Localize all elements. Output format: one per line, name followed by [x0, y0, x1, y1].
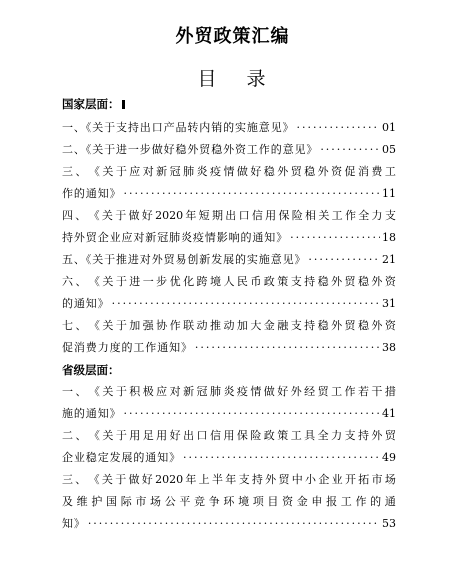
toc-heading-char: 录 — [246, 68, 268, 90]
toc-entry-glyph: 新 — [183, 385, 195, 398]
toc-entry-glyph: 报 — [326, 495, 338, 508]
toc-entry-line — [62, 227, 396, 249]
toc-entry-glyph: 外 — [317, 165, 329, 178]
toc-entry-glyph: 步 — [156, 275, 168, 288]
toc-entry-glyph: 支 — [290, 319, 302, 332]
toc-entry-glyph: 稳 — [317, 275, 329, 288]
toc-entry-glyph: 应 — [129, 165, 141, 178]
toc-entry-line — [62, 403, 396, 425]
toc-entry-glyph: 力 — [371, 209, 383, 222]
toc-entry-glyph: 作 — [344, 209, 356, 222]
toc-entry-text: 五、《关于推进对外贸易创新发展的实施意见》 — [62, 253, 307, 266]
toc-entry-glyph: 关 — [102, 385, 114, 398]
toc-entry-glyph: 具 — [304, 429, 316, 442]
toc-entry-glyph: 消 — [357, 165, 369, 178]
toc-heading-char: 目 — [197, 68, 219, 90]
toc-entry-glyph: 好 — [250, 165, 262, 178]
toc-entry-glyph: 开 — [344, 473, 356, 486]
toc-entry-glyph: 用 — [129, 429, 141, 442]
toc-entry-glyph: 稳 — [304, 165, 316, 178]
toc-entry-glyph: 、 — [75, 385, 87, 398]
toc-entry-glyph: 争 — [208, 495, 220, 508]
toc-entry-line — [62, 205, 396, 227]
toc-entry-glyph: 协 — [156, 319, 168, 332]
toc-entry-glyph: 冠 — [196, 385, 208, 398]
toc-entry-text: 作的通知》 — [62, 187, 122, 200]
toc-entry-glyph: 险 — [291, 209, 303, 222]
toc-entry-glyph: 于 — [115, 319, 127, 332]
toc-entry-glyph: 对 — [142, 165, 154, 178]
toc-entry-glyph: 若 — [357, 385, 369, 398]
toc-entry-glyph: 政 — [263, 275, 275, 288]
toc-entry-glyph: 短 — [198, 209, 210, 222]
toc-entry-glyph: 做 — [263, 385, 275, 398]
toc-entry-glyph: 出 — [183, 429, 195, 442]
toc-entry[interactable] — [62, 469, 396, 535]
toc-entry-glyph: 口 — [238, 209, 250, 222]
toc-entry-glyph: 企 — [318, 473, 330, 486]
toc-entry-glyph: 关 — [101, 209, 113, 222]
toc-entry-glyph: 公 — [164, 495, 176, 508]
toc-entry-text: 持外贸企业应对新冠肺炎疫情影响的通知》 — [62, 231, 289, 244]
toc-entry-glyph: 资 — [331, 165, 343, 178]
toc-entry-glyph: 作 — [355, 495, 367, 508]
toc-entry-glyph: 疫 — [209, 165, 221, 178]
toc-entry-glyph: 强 — [142, 319, 154, 332]
toc-entry-glyph: 业 — [331, 473, 343, 486]
dot-leader — [195, 337, 380, 359]
toc-entry-glyph: 相 — [305, 209, 317, 222]
toc-entry-glyph: 肺 — [209, 385, 221, 398]
dot-leader — [183, 447, 380, 469]
toc-entry-glyph: 市 — [135, 495, 147, 508]
toc-entry-glyph: 费 — [371, 165, 383, 178]
toc-entry-glyph: 维 — [76, 495, 88, 508]
toc-entry-glyph: 《 — [88, 209, 100, 222]
toc-entry-glyph: 护 — [91, 495, 103, 508]
toc-entry-glyph: 一 — [62, 385, 73, 398]
toc-entry-glyph: 金 — [296, 495, 308, 508]
toc-entry-text: 一、《关于支持出口产品转内销的实施意见》 — [62, 121, 295, 134]
toc-entry-glyph: 策 — [277, 275, 289, 288]
toc-entry-glyph: 关 — [102, 165, 114, 178]
toc-entry-line — [62, 491, 396, 513]
toc-entry-glyph: 《 — [88, 165, 100, 178]
toc-entry-glyph: 人 — [223, 275, 235, 288]
toc-entry-glyph: 国 — [106, 495, 118, 508]
toc-entry[interactable] — [62, 425, 396, 469]
toc-entry-glyph: 肺 — [183, 165, 195, 178]
toc-entry-glyph: 外 — [331, 319, 343, 332]
toc-entry-glyph: 好 — [141, 209, 153, 222]
dot-leader — [320, 139, 380, 161]
toc-entry-glyph: 关 — [102, 429, 114, 442]
toc-entry-glyph: 加 — [236, 319, 248, 332]
toc-entry-glyph: 民 — [236, 275, 248, 288]
toc-entry-glyph: 通 — [384, 495, 396, 508]
toc-entry-glyph: 加 — [129, 319, 141, 332]
toc-entry-glyph: 贸 — [344, 275, 356, 288]
toc-entry-glyph: 外 — [371, 275, 383, 288]
toc-entry-glyph: 优 — [169, 275, 181, 288]
toc-entry-glyph: 持 — [357, 429, 369, 442]
toc-entry-glyph: 信 — [209, 429, 221, 442]
toc-entry[interactable] — [62, 249, 396, 271]
toc-entry-glyph: 作 — [169, 319, 181, 332]
toc-entry-glyph: 工 — [331, 385, 343, 398]
toc-entry-glyph: 于 — [115, 209, 127, 222]
toc-entry-glyph: 化 — [183, 275, 195, 288]
toc-entry-glyph: 跨 — [196, 275, 208, 288]
cursor-mark — [122, 100, 125, 109]
toc-entry-text: 二、《关于进一步做好稳外贸稳外资工作的意见》 — [62, 143, 319, 156]
toc-entry-glyph: 一 — [142, 275, 154, 288]
toc-entry-glyph: 、 — [75, 473, 87, 486]
toc-entry[interactable] — [62, 161, 396, 205]
toc-entry-glyph: 《 — [88, 275, 100, 288]
toc-section-label: 国家层面： — [62, 97, 120, 111]
dot-leader — [297, 117, 381, 139]
toc-entry-glyph: 足 — [142, 429, 154, 442]
toc-entry-glyph: 境 — [209, 275, 221, 288]
toc-entry-glyph: 联 — [183, 319, 195, 332]
toc-entry-glyph: 资 — [282, 495, 294, 508]
toc-entry-glyph: 于 — [115, 429, 127, 442]
toc-entry-glyph: 险 — [250, 429, 262, 442]
toc-entry-glyph: 二 — [62, 429, 73, 442]
toc-entry-glyph: 及 — [62, 495, 73, 508]
toc-entry-glyph: 关 — [318, 209, 330, 222]
toc-entry-glyph: 贸 — [344, 319, 356, 332]
toc-entry-glyph: 外 — [290, 385, 302, 398]
toc-entry-glyph: 好 — [277, 385, 289, 398]
toc-entry-glyph: 对 — [169, 385, 181, 398]
toc-entry-line — [62, 293, 396, 315]
toc-entry-glyph: 于 — [115, 385, 127, 398]
toc-entry-glyph: 四 — [62, 209, 73, 222]
toc-page-number: 49 — [382, 451, 396, 464]
toc-entry-line — [62, 139, 396, 161]
toc-entry-glyph: 用 — [156, 429, 168, 442]
toc-entry-glyph: 平 — [179, 495, 191, 508]
toc-entry-glyph: 冠 — [169, 165, 181, 178]
toc-entry-glyph: 六 — [62, 275, 73, 288]
toc-entry[interactable] — [62, 315, 396, 359]
toc-entry-glyph: 支 — [384, 209, 396, 222]
toc-entry-glyph: 《 — [88, 385, 100, 398]
toc-entry-glyph: 、 — [75, 319, 87, 332]
toc-entry-glyph: 、 — [75, 275, 87, 288]
toc-entry-glyph: 促 — [344, 165, 356, 178]
toc-entry-glyph: 中 — [291, 473, 303, 486]
toc-entry-glyph: 境 — [238, 495, 250, 508]
toc-entry-glyph: 外 — [371, 429, 383, 442]
toc-entry-glyph: 三 — [62, 165, 73, 178]
toc-entry-glyph: 贸 — [317, 385, 329, 398]
toc-entry-glyph: 进 — [129, 275, 141, 288]
toc-page-number: 11 — [382, 187, 396, 200]
toc-entry-glyph: 持 — [304, 275, 316, 288]
toc-entry-glyph: 关 — [102, 319, 114, 332]
toc-entry-glyph: 《 — [88, 473, 100, 486]
toc-entry-glyph: 场 — [384, 473, 396, 486]
toc-entry-glyph: 三 — [62, 473, 73, 486]
toc-entry-line — [62, 447, 396, 469]
toc-entry-glyph: 积 — [129, 385, 141, 398]
toc-entry-glyph: 疫 — [236, 385, 248, 398]
toc-page-number: 01 — [382, 121, 396, 134]
toc-entry-glyph: 工 — [340, 495, 352, 508]
toc-entry-line — [62, 249, 396, 271]
toc-entry-glyph: 保 — [278, 209, 290, 222]
toc-entry-glyph: 竞 — [194, 495, 206, 508]
toc-entry-line — [62, 337, 396, 359]
toc-entry-text: 施的通知》 — [62, 407, 122, 420]
toc-entry-glyph: 动 — [196, 319, 208, 332]
toc-entry-glyph: 七 — [62, 319, 73, 332]
toc-page-number: 31 — [382, 297, 396, 310]
toc-entry-line — [62, 469, 396, 491]
toc-entry[interactable] — [62, 271, 396, 315]
toc-entry-glyph: 年 — [225, 473, 237, 486]
dot-leader — [112, 293, 380, 315]
toc-entry-glyph: 稳 — [357, 275, 369, 288]
toc-entry-line — [62, 425, 396, 447]
dot-leader — [290, 227, 380, 249]
toc-section-heading — [62, 362, 120, 378]
toc-entry-glyph: 出 — [225, 209, 237, 222]
toc-entry-glyph: 市 — [371, 473, 383, 486]
toc-entry-glyph: 拓 — [358, 473, 370, 486]
toc-entry-glyph: 支 — [290, 275, 302, 288]
toc-entry-glyph: 外 — [265, 473, 277, 486]
toc-entry-glyph: 贸 — [384, 429, 396, 442]
toc-entry-line — [62, 117, 396, 139]
toc-entry-glyph: 申 — [311, 495, 323, 508]
toc-entry-text: 企业稳定发展的通知》 — [62, 451, 181, 464]
toc-entry-glyph: 金 — [263, 319, 275, 332]
toc-entry-glyph: 年 — [185, 473, 197, 486]
toc-entry-glyph: 做 — [128, 473, 140, 486]
toc-entry-glyph: 口 — [196, 429, 208, 442]
document-title: 外贸政策汇编 — [175, 26, 290, 47]
toc-entry-glyph: 稳 — [357, 319, 369, 332]
toc-entry-glyph: 干 — [371, 385, 383, 398]
toc-entry-glyph: 2020 — [155, 209, 184, 222]
toc-entry-glyph: 炎 — [223, 385, 235, 398]
toc-entry-glyph: 大 — [250, 319, 262, 332]
toc-entry-glyph: 资 — [384, 275, 396, 288]
toc-entry-glyph: 币 — [250, 275, 262, 288]
toc-entry-glyph: 、 — [75, 165, 87, 178]
toc-heading — [0, 64, 465, 91]
toc-entry-glyph: 好 — [141, 473, 153, 486]
toc-entry-glyph: 2020 — [155, 473, 184, 486]
toc-entry[interactable] — [62, 117, 396, 139]
toc-entry-line — [62, 513, 396, 535]
toc-entry-glyph: 应 — [156, 385, 168, 398]
toc-entry-glyph: 持 — [304, 319, 316, 332]
toc-page-number: 41 — [382, 407, 396, 420]
toc-entry-glyph: 目 — [267, 495, 279, 508]
dot-leader — [124, 183, 381, 205]
dot-leader — [124, 403, 381, 425]
toc-entry-glyph: 炎 — [196, 165, 208, 178]
toc-entry-glyph: 融 — [277, 319, 289, 332]
toc-page-number: 21 — [382, 253, 396, 266]
toc-entry-glyph: 项 — [252, 495, 264, 508]
toc-entry-glyph: 贸 — [290, 165, 302, 178]
toc-entry-glyph: 工 — [384, 165, 396, 178]
toc-entry-glyph: 做 — [128, 209, 140, 222]
toc-entry-glyph: 于 — [115, 275, 127, 288]
toc-page-number: 53 — [382, 517, 396, 530]
toc-entry-glyph: 全 — [358, 209, 370, 222]
toc-entry-glyph: 上 — [198, 473, 210, 486]
toc-page-number: 05 — [382, 143, 396, 156]
toc-entry-glyph: 半 — [211, 473, 223, 486]
toc-section-heading — [62, 96, 125, 112]
toc-entry-glyph: 好 — [169, 429, 181, 442]
toc-entry-glyph: 经 — [304, 385, 316, 398]
toc-entry-glyph: 工 — [290, 429, 302, 442]
toc-entry-glyph: 环 — [223, 495, 235, 508]
toc-entry-glyph: 政 — [263, 429, 275, 442]
toc-section-label: 省级层面： — [62, 363, 120, 377]
toc-entry-text: 促消费力度的工作通知》 — [62, 341, 193, 354]
toc-entry[interactable] — [62, 381, 396, 425]
toc-entry-glyph: 新 — [156, 165, 168, 178]
toc-entry-glyph: 做 — [236, 165, 248, 178]
toc-entry-glyph: 的 — [370, 495, 382, 508]
toc-entry-glyph: 策 — [277, 429, 289, 442]
toc-entry-glyph: 贸 — [278, 473, 290, 486]
toc-entry-text: 的通知》 — [62, 297, 110, 310]
toc-entry-glyph: 工 — [331, 209, 343, 222]
toc-entry-glyph: 资 — [384, 319, 396, 332]
toc-entry-glyph: 关 — [101, 473, 113, 486]
toc-entry-glyph: 于 — [115, 473, 127, 486]
toc-entry-glyph: 信 — [251, 209, 263, 222]
toc-entry-line — [62, 183, 396, 205]
toc-page-number: 18 — [382, 231, 396, 244]
toc-entry-glyph: 动 — [223, 319, 235, 332]
toc-entry-glyph: 力 — [331, 429, 343, 442]
toc-entry-glyph: 《 — [88, 319, 100, 332]
toc-entry-line — [62, 271, 396, 293]
toc-entry-glyph: 保 — [236, 429, 248, 442]
toc-entry-glyph: 外 — [371, 319, 383, 332]
toc-entry-glyph: 推 — [209, 319, 221, 332]
toc-entry-glyph: 场 — [150, 495, 162, 508]
toc-entry-glyph: 、 — [75, 209, 87, 222]
toc-entry-glyph: 年 — [185, 209, 197, 222]
toc-entry-glyph: 外 — [331, 275, 343, 288]
toc-entry-line — [62, 161, 396, 183]
toc-entry-glyph: 稳 — [317, 319, 329, 332]
toc-entry-line — [62, 315, 396, 337]
toc-entry-glyph: 全 — [317, 429, 329, 442]
toc-entry-glyph: 小 — [305, 473, 317, 486]
toc-entry-text: 知》 — [62, 517, 86, 530]
dot-leader — [88, 513, 380, 535]
toc-entry[interactable] — [62, 205, 396, 249]
toc-entry-line — [62, 381, 396, 403]
toc-entry-glyph: 极 — [142, 385, 154, 398]
toc-entry-glyph: 用 — [223, 429, 235, 442]
toc-entry-glyph: 用 — [265, 209, 277, 222]
toc-entry-glyph: 稳 — [263, 165, 275, 178]
toc-entry-glyph: 作 — [344, 385, 356, 398]
toc-entry-glyph: 持 — [251, 473, 263, 486]
toc-entry-glyph: 、 — [75, 429, 87, 442]
toc-entry-glyph: 于 — [115, 165, 127, 178]
toc-entry-glyph: 期 — [211, 209, 223, 222]
toc-entry-glyph: 《 — [88, 429, 100, 442]
toc-page-number: 38 — [382, 341, 396, 354]
toc-entry-glyph: 际 — [120, 495, 132, 508]
toc-entry-glyph: 支 — [238, 473, 250, 486]
toc-entry[interactable] — [62, 139, 396, 161]
dot-leader — [308, 249, 380, 271]
toc-entry-glyph: 关 — [102, 275, 114, 288]
toc-entry-glyph: 支 — [344, 429, 356, 442]
toc-entry-glyph: 措 — [384, 385, 396, 398]
toc-entry-glyph: 外 — [277, 165, 289, 178]
toc-entry-glyph: 情 — [223, 165, 235, 178]
toc-entry-glyph: 情 — [250, 385, 262, 398]
